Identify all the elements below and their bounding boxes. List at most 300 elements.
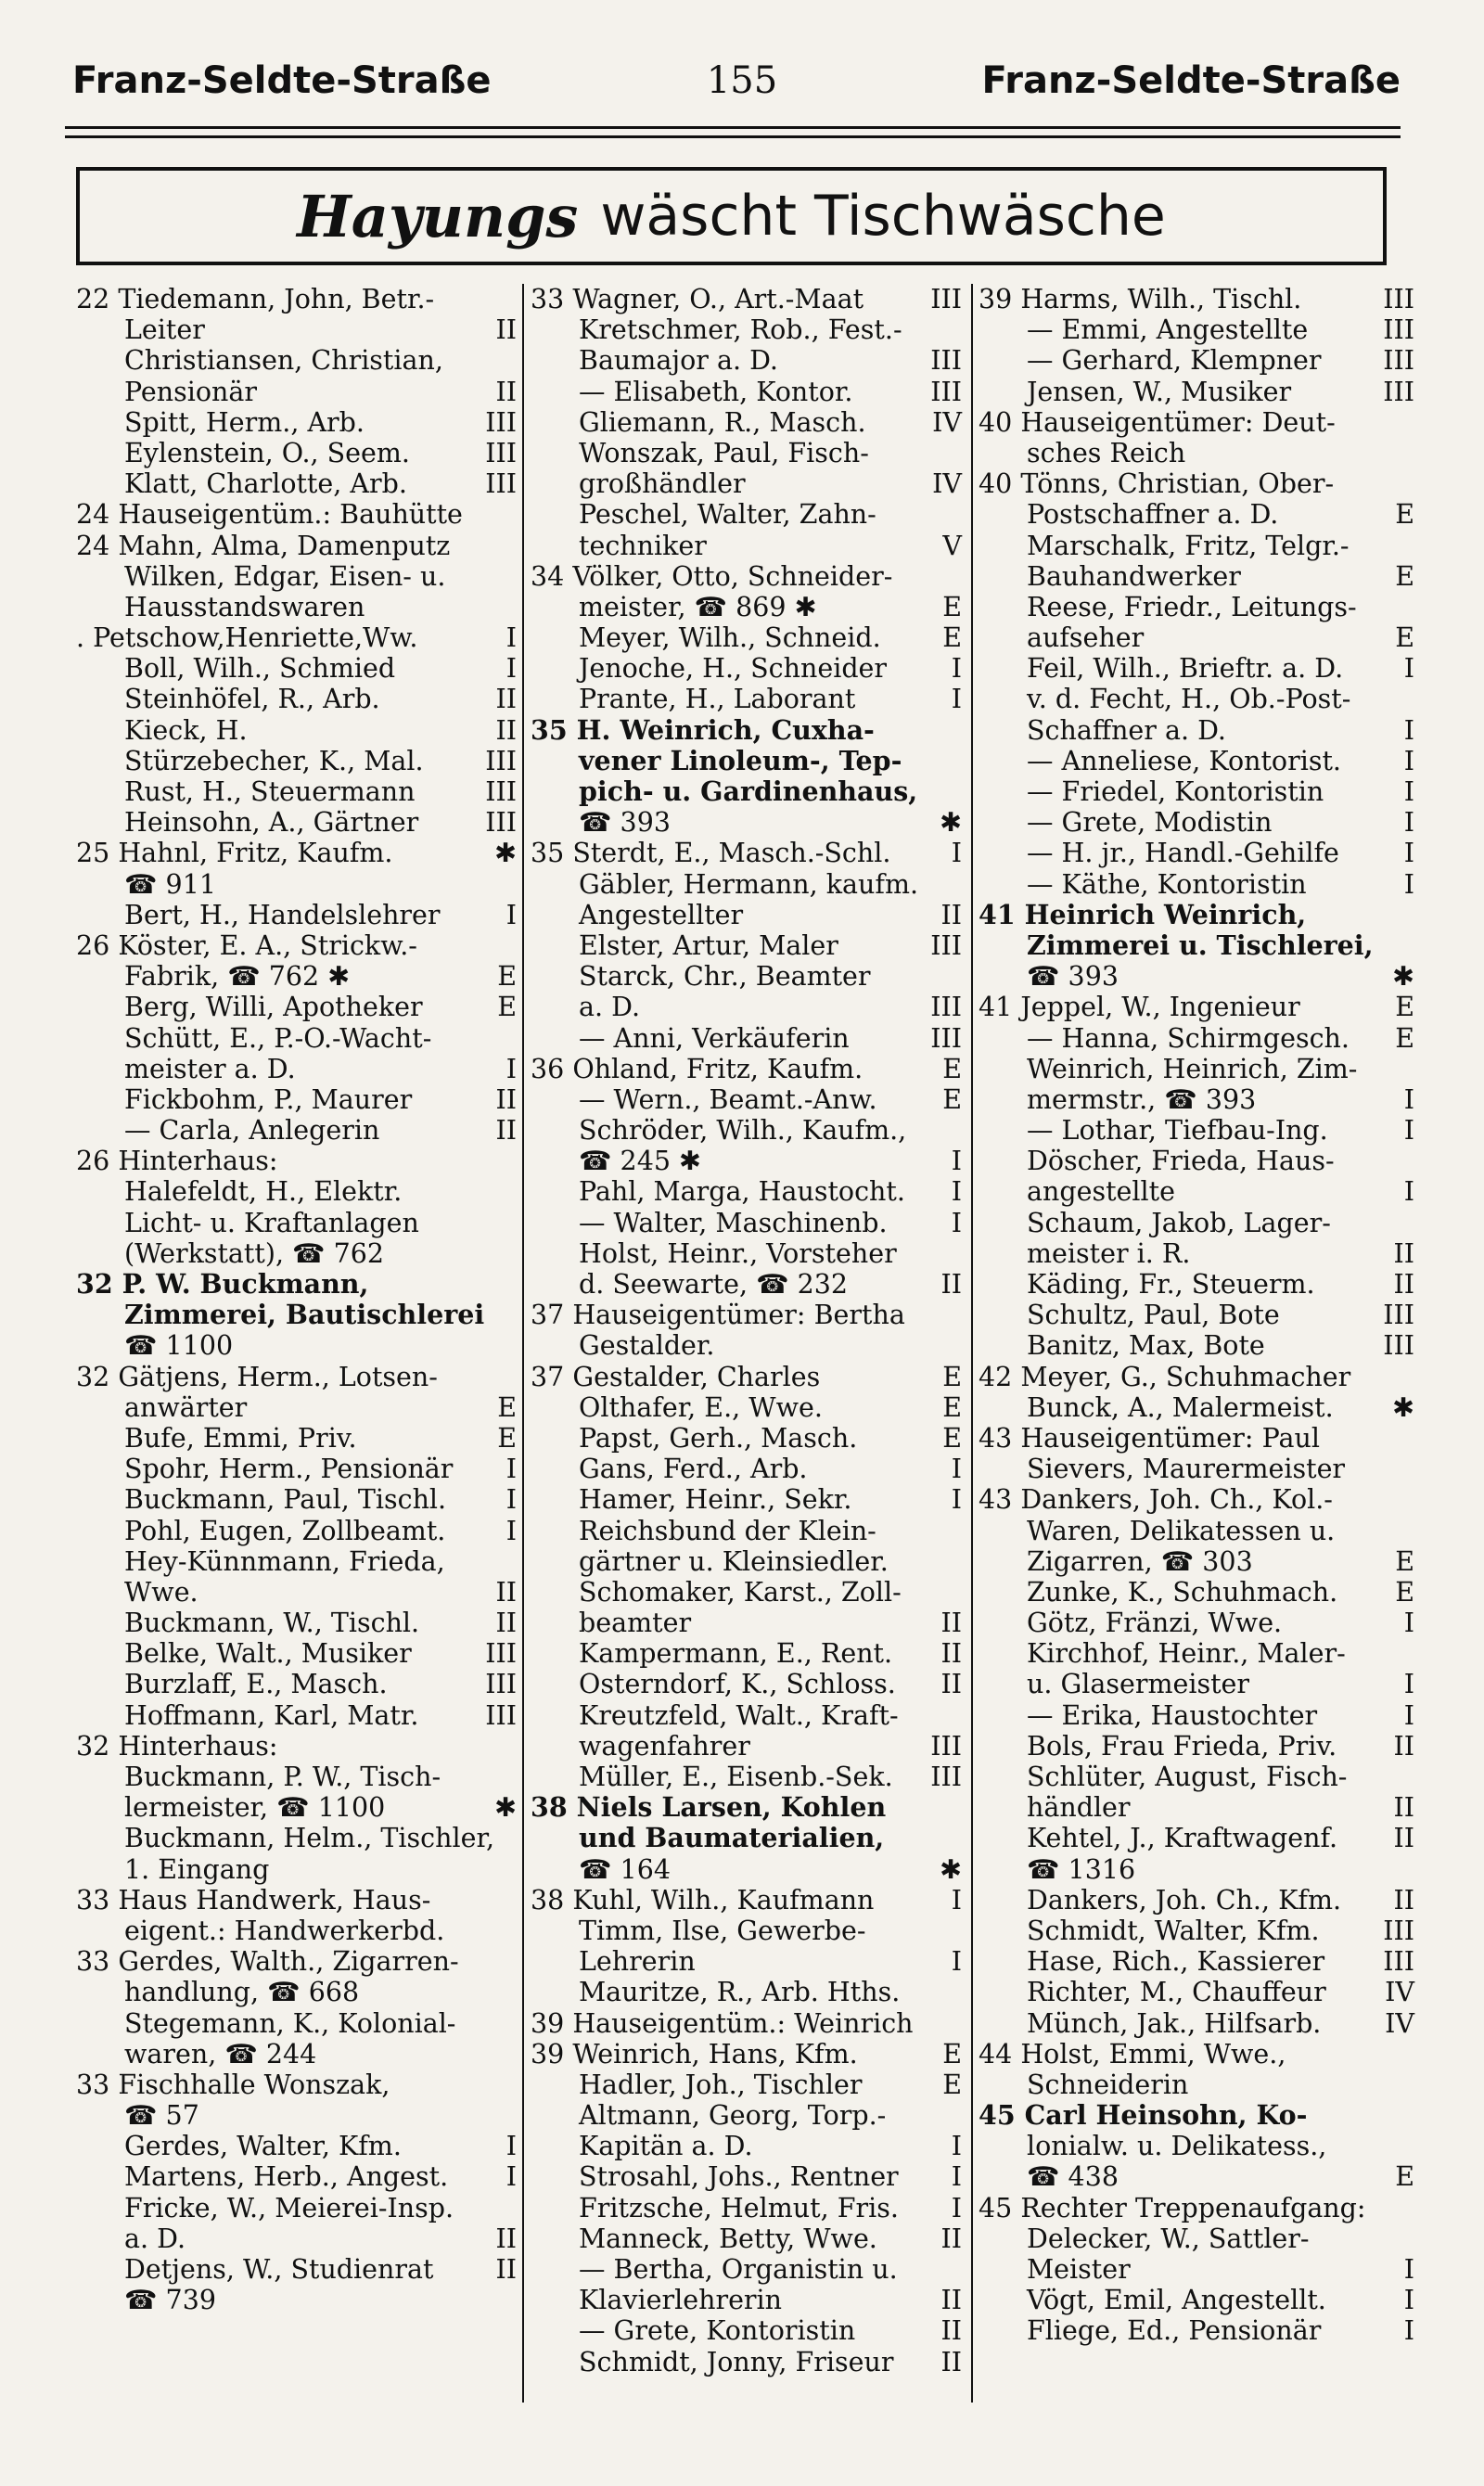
entry-text: aufseher [1027, 622, 1145, 654]
directory-entry-line [979, 2100, 1414, 2131]
directory-entry-line [531, 1638, 962, 1669]
entry-text: Hausstandswaren [124, 591, 365, 622]
entry-text: Prante, H., Laborant [579, 684, 856, 715]
directory-entry-line [979, 1854, 1414, 1885]
floor-marker: III [930, 992, 962, 1023]
directory-entry-line [76, 1577, 517, 1608]
floor-marker: III [485, 807, 517, 839]
entry-text: vener Linoleum-, Tep- [579, 744, 902, 776]
entry-text: Martens, Herb., Angest. [124, 2161, 449, 2193]
directory-entry-line [531, 1300, 962, 1330]
directory-entry-line [979, 992, 1414, 1022]
floor-marker: II [1393, 1730, 1414, 1762]
directory-entry-line [531, 2100, 962, 2131]
directory-entry-line [76, 622, 517, 653]
directory-entry-line [76, 531, 517, 561]
entry-text: Gäbler, Hermann, kaufm. [579, 868, 919, 900]
floor-marker: I [1403, 1083, 1414, 1115]
floor-marker: I [951, 1484, 962, 1516]
directory-entry-line [531, 1423, 962, 1454]
directory-entry-line [531, 900, 962, 930]
directory-entry-line [979, 746, 1414, 776]
floor-marker: I [505, 899, 517, 930]
floor-marker: II [1393, 1823, 1414, 1854]
directory-entry-line [531, 2193, 962, 2223]
entry-text: 43 Hauseigentümer: Paul [979, 1422, 1320, 1454]
entry-text: — Gerhard, Klempner [1027, 345, 1322, 377]
entry-text: lermeister, ☎ 1100 [124, 1792, 386, 1824]
entry-text: Lehrerin [579, 1946, 696, 1978]
directory-entry-line [531, 1176, 962, 1207]
entry-text: Boll, Wilh., Schmied [124, 653, 396, 685]
floor-marker: E [942, 1361, 962, 1392]
directory-entry-line [76, 2223, 517, 2254]
floor-marker: III [930, 345, 962, 377]
floor-marker: II [495, 314, 517, 346]
entry-text: Zigarren, ☎ 303 [1027, 1545, 1253, 1577]
directory-entry-line [76, 807, 517, 838]
entry-text: Elster, Artur, Maler [579, 929, 838, 961]
floor-marker: III [1383, 284, 1414, 314]
entry-text: Osterndorf, K., Schloss. [579, 1669, 896, 1700]
floor-marker: IV [1385, 1977, 1414, 2008]
entry-text: 40 Tönns, Christian, Ober- [979, 468, 1335, 500]
entry-text: Rust, H., Steuermann [124, 776, 416, 807]
floor-marker: III [930, 1762, 962, 1792]
directory-entry-line [76, 1854, 517, 1885]
entry-text: Schröder, Wilh., Kaufm., [579, 1115, 907, 1147]
floor-marker: I [951, 2161, 962, 2193]
directory-entry-line [76, 1023, 517, 1054]
running-header-right: Franz-Seldte-Straße [981, 59, 1401, 102]
entry-text: — Erika, Haustochter [1027, 1699, 1318, 1731]
floor-marker: E [1395, 2161, 1414, 2193]
entry-text: — H. jr., Handl.-Gehilfe [1027, 838, 1339, 869]
entry-text: Schütt, E., P.-O.-Wacht- [124, 1022, 432, 1054]
directory-entry-line [979, 838, 1414, 868]
entry-text: Timm, Ilse, Gewerbe- [579, 1915, 866, 1946]
entry-text: Buckmann, W., Tischl. [124, 1608, 420, 1639]
directory-entry-line [76, 1638, 517, 1669]
entry-text: 42 Meyer, G., Schuhmacher [979, 1361, 1351, 1392]
floor-marker: I [1403, 2285, 1414, 2316]
directory-entry-line [531, 1084, 962, 1115]
directory-entry-line [531, 1946, 962, 1977]
entry-text: ☎ 393 [579, 807, 671, 839]
floor-marker: E [497, 1391, 517, 1423]
directory-entry-line [979, 2070, 1414, 2100]
entry-text: Zimmerei u. Tischlerei, [1027, 929, 1374, 961]
entry-text: 38 Kuhl, Wilh., Kaufmann [531, 1884, 875, 1916]
directory-entry-line [531, 2008, 962, 2039]
directory-entry-line [531, 314, 962, 345]
directory-entry-line [76, 992, 517, 1022]
floor-marker: IV [932, 406, 962, 438]
floor-marker: E [942, 1083, 962, 1115]
entry-text: gärtner u. Kleinsiedler. [579, 1545, 889, 1577]
floor-marker: III [485, 468, 517, 500]
directory-entry-line [531, 345, 962, 376]
entry-text: ☎ 57 [124, 2100, 199, 2132]
directory-entry-line [979, 1269, 1414, 1300]
entry-text: Pohl, Eugen, Zollbeamt. [124, 1515, 446, 1546]
floor-marker: III [930, 1730, 962, 1762]
floor-marker: I [505, 1053, 517, 1084]
directory-entry-line [76, 1362, 517, 1392]
entry-text: Delecker, W., Sattler- [1027, 2223, 1310, 2254]
entry-text: händler [1027, 1792, 1131, 1824]
directory-entry-line [76, 561, 517, 592]
directory-entry-line [76, 1300, 517, 1330]
directory-entry-line [76, 592, 517, 622]
floor-marker: I [505, 2131, 517, 2162]
directory-entry-line [531, 1454, 962, 1484]
entry-text: eigent.: Handwerkerbd. [124, 1915, 445, 1946]
floor-marker: I [505, 1454, 517, 1485]
floor-marker: II [940, 899, 962, 930]
directory-entry-line [979, 1454, 1414, 1484]
entry-text: 1. Eingang [124, 1853, 270, 1885]
directory-entry-line [979, 561, 1414, 592]
directory-entry-line [76, 1946, 517, 1977]
entry-text: Zunke, K., Schuhmach. [1027, 1576, 1338, 1608]
directory-entry-line [531, 468, 962, 499]
entry-text: meister, ☎ 869 ✱ [579, 591, 817, 622]
entry-text: Döscher, Frieda, Haus- [1027, 1146, 1335, 1177]
floor-marker: II [495, 1576, 517, 1608]
directory-entry-line [531, 869, 962, 900]
entry-text: Feil, Wilh., Brieftr. a. D. [1027, 653, 1344, 685]
directory-entry-line [76, 1208, 517, 1238]
entry-text: — Friedel, Kontoristin [1027, 776, 1324, 807]
directory-entry-line [76, 284, 517, 314]
entry-text: Fickbohm, P., Maurer [124, 1083, 413, 1115]
directory-entry-line [76, 653, 517, 684]
directory-entry-line [76, 1916, 517, 1946]
entry-text: Bauhandwerker [1027, 560, 1241, 592]
floor-marker: III [1383, 1330, 1414, 1362]
directory-entry-line [979, 2285, 1414, 2315]
directory-entry-line [76, 1823, 517, 1853]
directory-entry-line [531, 2161, 962, 2192]
directory-entry-line [531, 592, 962, 622]
directory-entry-line [76, 2285, 517, 2315]
floor-marker: II [495, 684, 517, 715]
entry-text: 26 Hinterhaus: [76, 1146, 278, 1177]
entry-text: Schultz, Paul, Bote [1027, 1300, 1280, 1331]
entry-text: 24 Mahn, Alma, Damenputz [76, 530, 451, 561]
entry-text: 32 Hinterhaus: [76, 1730, 278, 1762]
entry-text: 41 Jeppel, W., Ingenieur [979, 992, 1300, 1023]
directory-entry-line [979, 2315, 1414, 2346]
directory-entry-line [531, 377, 962, 407]
directory-entry-line [531, 407, 962, 438]
directory-entry-line [76, 499, 517, 530]
floor-marker: E [942, 1053, 962, 1084]
entry-text: Klatt, Charlotte, Arb. [124, 468, 407, 500]
directory-entry-line [76, 2039, 517, 2070]
directory-entry-line [76, 1484, 517, 1515]
entry-text: Detjens, W., Studienrat [124, 2254, 434, 2285]
entry-text: . Petschow,Henriette,Ww. [76, 622, 418, 654]
directory-entry-line [531, 776, 962, 807]
entry-text: Käding, Fr., Steuerm. [1027, 1269, 1315, 1300]
directory-entry-line [979, 1608, 1414, 1638]
floor-marker: II [495, 1115, 517, 1147]
entry-text: (Werkstatt), ☎ 762 [124, 1237, 385, 1269]
floor-marker: III [930, 376, 962, 407]
floor-marker: III [1383, 376, 1414, 407]
floor-marker: I [1403, 1176, 1414, 1208]
entry-text: Pahl, Marga, Haustocht. [579, 1176, 905, 1208]
floor-marker: II [495, 2254, 517, 2285]
directory-entry-line [979, 1392, 1414, 1423]
directory-entry-line [531, 1054, 962, 1084]
directory-entry-line [76, 869, 517, 900]
entry-text: Jenoche, H., Schneider [579, 653, 888, 685]
entry-text: Fliege, Ed., Pensionär [1027, 2315, 1322, 2347]
entry-text: Olthafer, E., Wwe. [579, 1391, 823, 1423]
directory-entry-line [76, 2070, 517, 2100]
entry-text: Schomaker, Karst., Zoll- [579, 1576, 902, 1608]
entry-text: Mauritze, R., Arb. Hths. [579, 1977, 901, 2008]
directory-entry-line [76, 1392, 517, 1423]
entry-text: Schaum, Jakob, Lager- [1027, 1207, 1331, 1238]
entry-text: Baumajor a. D. [579, 345, 778, 377]
floor-marker: III [485, 1638, 517, 1670]
entry-text: — Grete, Kontoristin [579, 2315, 856, 2347]
floor-marker: I [951, 1946, 962, 1978]
directory-entry-line [979, 684, 1414, 714]
directory-entry-line [531, 561, 962, 592]
entry-text: ☎ 911 [124, 868, 216, 900]
directory-entry-line [979, 2008, 1414, 2039]
entry-text: lonialw. u. Delikatess., [1027, 2131, 1327, 2162]
entry-text: Christiansen, Christian, [124, 345, 443, 377]
floor-marker: III [485, 1699, 517, 1731]
directory-entry-line [531, 499, 962, 530]
floor-marker: V [942, 530, 962, 561]
directory-entry-line [979, 1669, 1414, 1699]
directory-entry-line [531, 746, 962, 776]
entry-text: Gestalder. [579, 1330, 715, 1362]
entry-text: ☎ 1100 [124, 1330, 234, 1362]
floor-marker: E [497, 961, 517, 993]
entry-text: Klavierlehrerin [579, 2285, 783, 2316]
directory-entry-line [531, 2131, 962, 2161]
entry-text: Marschalk, Fritz, Telgr.- [1027, 530, 1350, 561]
directory-entry-line [979, 499, 1414, 530]
floor-marker: III [485, 437, 517, 468]
directory-entry-line [979, 1176, 1414, 1207]
floor-marker: ✱ [1392, 1391, 1414, 1423]
entry-text: ☎ 1316 [1027, 1853, 1136, 1885]
entry-text: handlung, ☎ 668 [124, 1977, 360, 2008]
directory-entry-line [76, 1762, 517, 1792]
directory-entry-line [979, 1300, 1414, 1330]
directory-entry-line [76, 715, 517, 746]
entry-text: ☎ 245 ✱ [579, 1146, 701, 1177]
floor-marker: E [1395, 1022, 1414, 1054]
entry-text: beamter [579, 1608, 692, 1639]
entry-text: 35 H. Weinrich, Cuxha- [531, 713, 875, 746]
entry-text: Manneck, Betty, Wwe. [579, 2223, 877, 2254]
floor-marker: I [1403, 745, 1414, 776]
floor-marker: I [1403, 838, 1414, 869]
entry-text: 44 Holst, Emmi, Wwe., [979, 2038, 1286, 2070]
directory-entry-line [531, 2347, 962, 2377]
entry-text: Angestellter [579, 899, 744, 930]
entry-text: 33 Wagner, O., Art.-Maat [531, 284, 864, 314]
directory-entry-line [979, 1208, 1414, 1238]
directory-entry-line [76, 746, 517, 776]
directory-entry-line [531, 1700, 962, 1731]
floor-marker: II [1393, 1237, 1414, 1269]
directory-entry-line [76, 2254, 517, 2285]
directory-entry-line [76, 1608, 517, 1638]
floor-marker: III [1383, 345, 1414, 377]
floor-marker: III [1383, 1915, 1414, 1946]
floor-marker: I [505, 622, 517, 654]
floor-marker: II [495, 2223, 517, 2254]
entry-text: Papst, Gerh., Masch. [579, 1422, 858, 1454]
floor-marker: II [1393, 1792, 1414, 1824]
entry-text: Vögt, Emil, Angestellt. [1027, 2285, 1326, 2316]
directory-entry-line [979, 284, 1414, 314]
entry-text: Schaffner a. D. [1027, 714, 1226, 746]
directory-entry-line [76, 1546, 517, 1577]
entry-text: Reese, Friedr., Leitungs- [1027, 591, 1357, 622]
floor-marker: E [942, 1391, 962, 1423]
directory-entry-line [531, 807, 962, 838]
directory-entry-line [531, 1023, 962, 1054]
directory-entry-line [531, 1546, 962, 1577]
entry-text: 36 Ohland, Fritz, Kaufm. [531, 1053, 864, 1084]
directory-entry-line [76, 1669, 517, 1699]
directory-entry-line [531, 1115, 962, 1146]
directory-column-1 [76, 284, 517, 2315]
directory-entry-line [76, 1700, 517, 1731]
floor-marker: E [942, 1422, 962, 1454]
floor-marker: I [951, 1176, 962, 1208]
running-header-left: Franz-Seldte-Straße [72, 59, 492, 102]
floor-marker: I [505, 1484, 517, 1516]
entry-text: Bufe, Emmi, Priv. [124, 1422, 357, 1454]
entry-text: Müller, E., Eisenb.-Sek. [579, 1762, 893, 1792]
entry-text: Fricke, W., Meierei-Insp. [124, 2192, 454, 2223]
floor-marker: II [940, 2285, 962, 2316]
directory-entry-line [979, 1946, 1414, 1977]
entry-text: 34 Völker, Otto, Schneider- [531, 560, 893, 592]
directory-entry-line [531, 1669, 962, 1699]
directory-entry-line [979, 1115, 1414, 1146]
directory-entry-line [979, 776, 1414, 807]
entry-text: Belke, Walt., Musiker [124, 1638, 412, 1670]
floor-marker: II [1393, 1269, 1414, 1300]
entry-text: Bert, H., Handelslehrer [124, 899, 441, 930]
floor-marker: II [495, 714, 517, 746]
directory-entry-line [531, 1392, 962, 1423]
entry-text: — Lothar, Tiefbau-Ing. [1027, 1115, 1328, 1147]
directory-entry-line [979, 1700, 1414, 1731]
entry-text: 39 Weinrich, Hans, Kfm. [531, 2038, 858, 2070]
directory-entry-line [979, 345, 1414, 376]
directory-entry-line [531, 1823, 962, 1853]
entry-text: 43 Dankers, Joh. Ch., Kol.- [979, 1484, 1333, 1516]
entry-text: Berg, Willi, Apotheker [124, 992, 423, 1023]
entry-text: 41 Heinrich Weinrich, [979, 898, 1307, 930]
directory-entry-line [531, 2254, 962, 2285]
directory-entry-line [531, 1484, 962, 1515]
directory-entry-line [979, 1484, 1414, 1515]
entry-text: 40 Hauseigentümer: Deut- [979, 406, 1336, 438]
directory-entry-line [979, 1023, 1414, 1054]
directory-entry-line [531, 1916, 962, 1946]
directory-entry-line [979, 1916, 1414, 1946]
floor-marker: II [1393, 1884, 1414, 1916]
entry-text: Meyer, Wilh., Schneid. [579, 622, 881, 654]
floor-marker: I [1403, 653, 1414, 685]
entry-text: d. Seewarte, ☎ 232 [579, 1269, 849, 1300]
entry-text: Kehtel, J., Kraftwagenf. [1027, 1823, 1338, 1854]
directory-entry-line [979, 468, 1414, 499]
floor-marker: I [505, 1515, 517, 1546]
directory-entry-line [76, 1176, 517, 1207]
directory-entry-line [979, 1516, 1414, 1546]
entry-text: Starck, Chr., Beamter [579, 961, 871, 993]
entry-text: a. D. [124, 2223, 186, 2254]
floor-marker: E [497, 1422, 517, 1454]
directory-entry-line [979, 2254, 1414, 2285]
directory-entry-line [76, 1885, 517, 1916]
entry-text: — Carla, Anlegerin [124, 1115, 380, 1147]
directory-entry-line [531, 1269, 962, 1300]
directory-entry-line [979, 1546, 1414, 1577]
floor-marker: I [951, 1454, 962, 1485]
directory-entry-line [979, 1423, 1414, 1454]
entry-text: 33 Haus Handwerk, Haus- [76, 1884, 431, 1916]
entry-text: sches Reich [1027, 437, 1186, 468]
directory-entry-line [76, 1423, 517, 1454]
entry-text: 26 Köster, E. A., Strickw.- [76, 929, 417, 961]
floor-marker: III [1383, 1300, 1414, 1331]
directory-entry-line [979, 2193, 1414, 2223]
floor-marker: I [1403, 1608, 1414, 1639]
entry-text: Dankers, Joh. Ch., Kfm. [1027, 1884, 1342, 1916]
floor-marker: III [930, 1022, 962, 1054]
directory-entry-line [531, 531, 962, 561]
entry-text: Holst, Heinr., Vorsteher [579, 1237, 897, 1269]
entry-text: Banitz, Max, Bote [1027, 1330, 1265, 1362]
entry-text: Hey-Künnmann, Frieda, [124, 1545, 445, 1577]
floor-marker: I [1403, 807, 1414, 839]
entry-text: — Bertha, Organistin u. [579, 2254, 898, 2285]
directory-entry-line [979, 900, 1414, 930]
directory-entry-line [76, 1731, 517, 1762]
floor-marker: I [951, 1207, 962, 1238]
entry-text: v. d. Fecht, H., Ob.-Post- [1027, 684, 1351, 715]
entry-text: — Käthe, Kontoristin [1027, 868, 1307, 900]
floor-marker: III [485, 1669, 517, 1700]
entry-text: pich- u. Gardinenhaus, [579, 775, 918, 807]
entry-text: Waren, Delikatessen u. [1027, 1515, 1336, 1546]
directory-entry-line [531, 653, 962, 684]
header-rule-top [65, 126, 1401, 129]
directory-entry-line [531, 1792, 962, 1823]
directory-entry-line [979, 807, 1414, 838]
directory-entry-line [76, 2161, 517, 2192]
floor-marker: II [495, 376, 517, 407]
